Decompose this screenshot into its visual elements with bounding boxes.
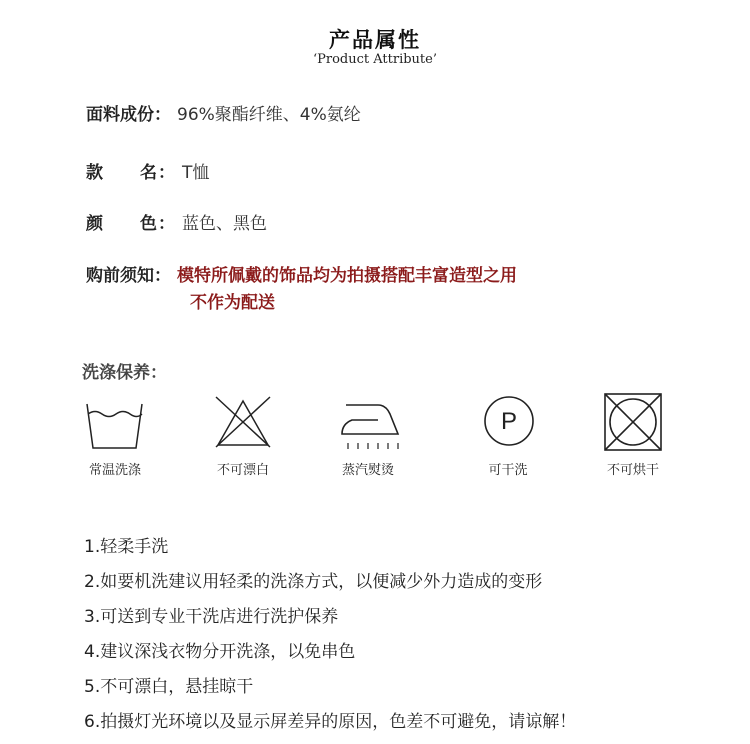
list-item: 5.不可漂白，悬挂晾干: [84, 677, 254, 697]
icon-label-steam-iron: 蒸汽熨烫: [341, 463, 394, 478]
dry-clean-p-icon: [482, 394, 536, 448]
care-title: 洗涤保养：: [82, 363, 167, 383]
care-tips-list: [84, 534, 576, 744]
no-bleach-icon: [213, 395, 273, 449]
attr-label: 面料成份：: [86, 105, 171, 125]
attr-value: T恤: [182, 163, 210, 183]
attr-value: 蓝色、黑色: [182, 214, 267, 234]
list-item: 3.可送到专业干洗店进行洗护保养: [84, 607, 339, 627]
icon-label-dry-clean: 可干洗: [488, 463, 528, 478]
list-item: 1.轻柔手洗: [84, 537, 169, 557]
page-subtitle: ‘Product Attribute’: [313, 52, 437, 67]
notice-label: 购前须知：: [86, 266, 171, 286]
steam-iron-icon: [338, 400, 404, 454]
icon-label-no-bleach: 不可漂白: [216, 463, 269, 478]
dry-clean-symbol: P: [500, 408, 518, 435]
notice-line-1: 模特所佩戴的饰品均为拍摄搭配丰富造型之用: [177, 266, 517, 286]
wash-tub-icon: [84, 400, 146, 452]
page-title: 产品属性: [329, 28, 421, 52]
purchase-notice: [86, 261, 517, 313]
notice-line-2: 不作为配送: [190, 293, 275, 313]
icon-label-wash: 常温洗涤: [88, 463, 141, 478]
attr-style-name: [86, 158, 209, 183]
no-tumble-dry-icon: [603, 392, 663, 452]
attr-label: 颜 色：: [86, 214, 176, 234]
attr-material: [86, 100, 361, 125]
list-item: 6.拍摄灯光环境以及显示屏差异的原因，色差不可避免，请谅解！: [84, 712, 577, 732]
list-item: 4.建议深浅衣物分开洗涤，以免串色: [84, 642, 356, 662]
list-item: 2.如要机洗建议用轻柔的洗涤方式，以便减少外力造成的变形: [84, 572, 543, 592]
attr-color: [86, 209, 267, 234]
attr-value: 96%聚酯纤维、4%氨纶: [177, 105, 361, 125]
icon-label-no-tumble-dry: 不可烘干: [606, 463, 659, 478]
attr-label: 款 名：: [86, 163, 176, 183]
